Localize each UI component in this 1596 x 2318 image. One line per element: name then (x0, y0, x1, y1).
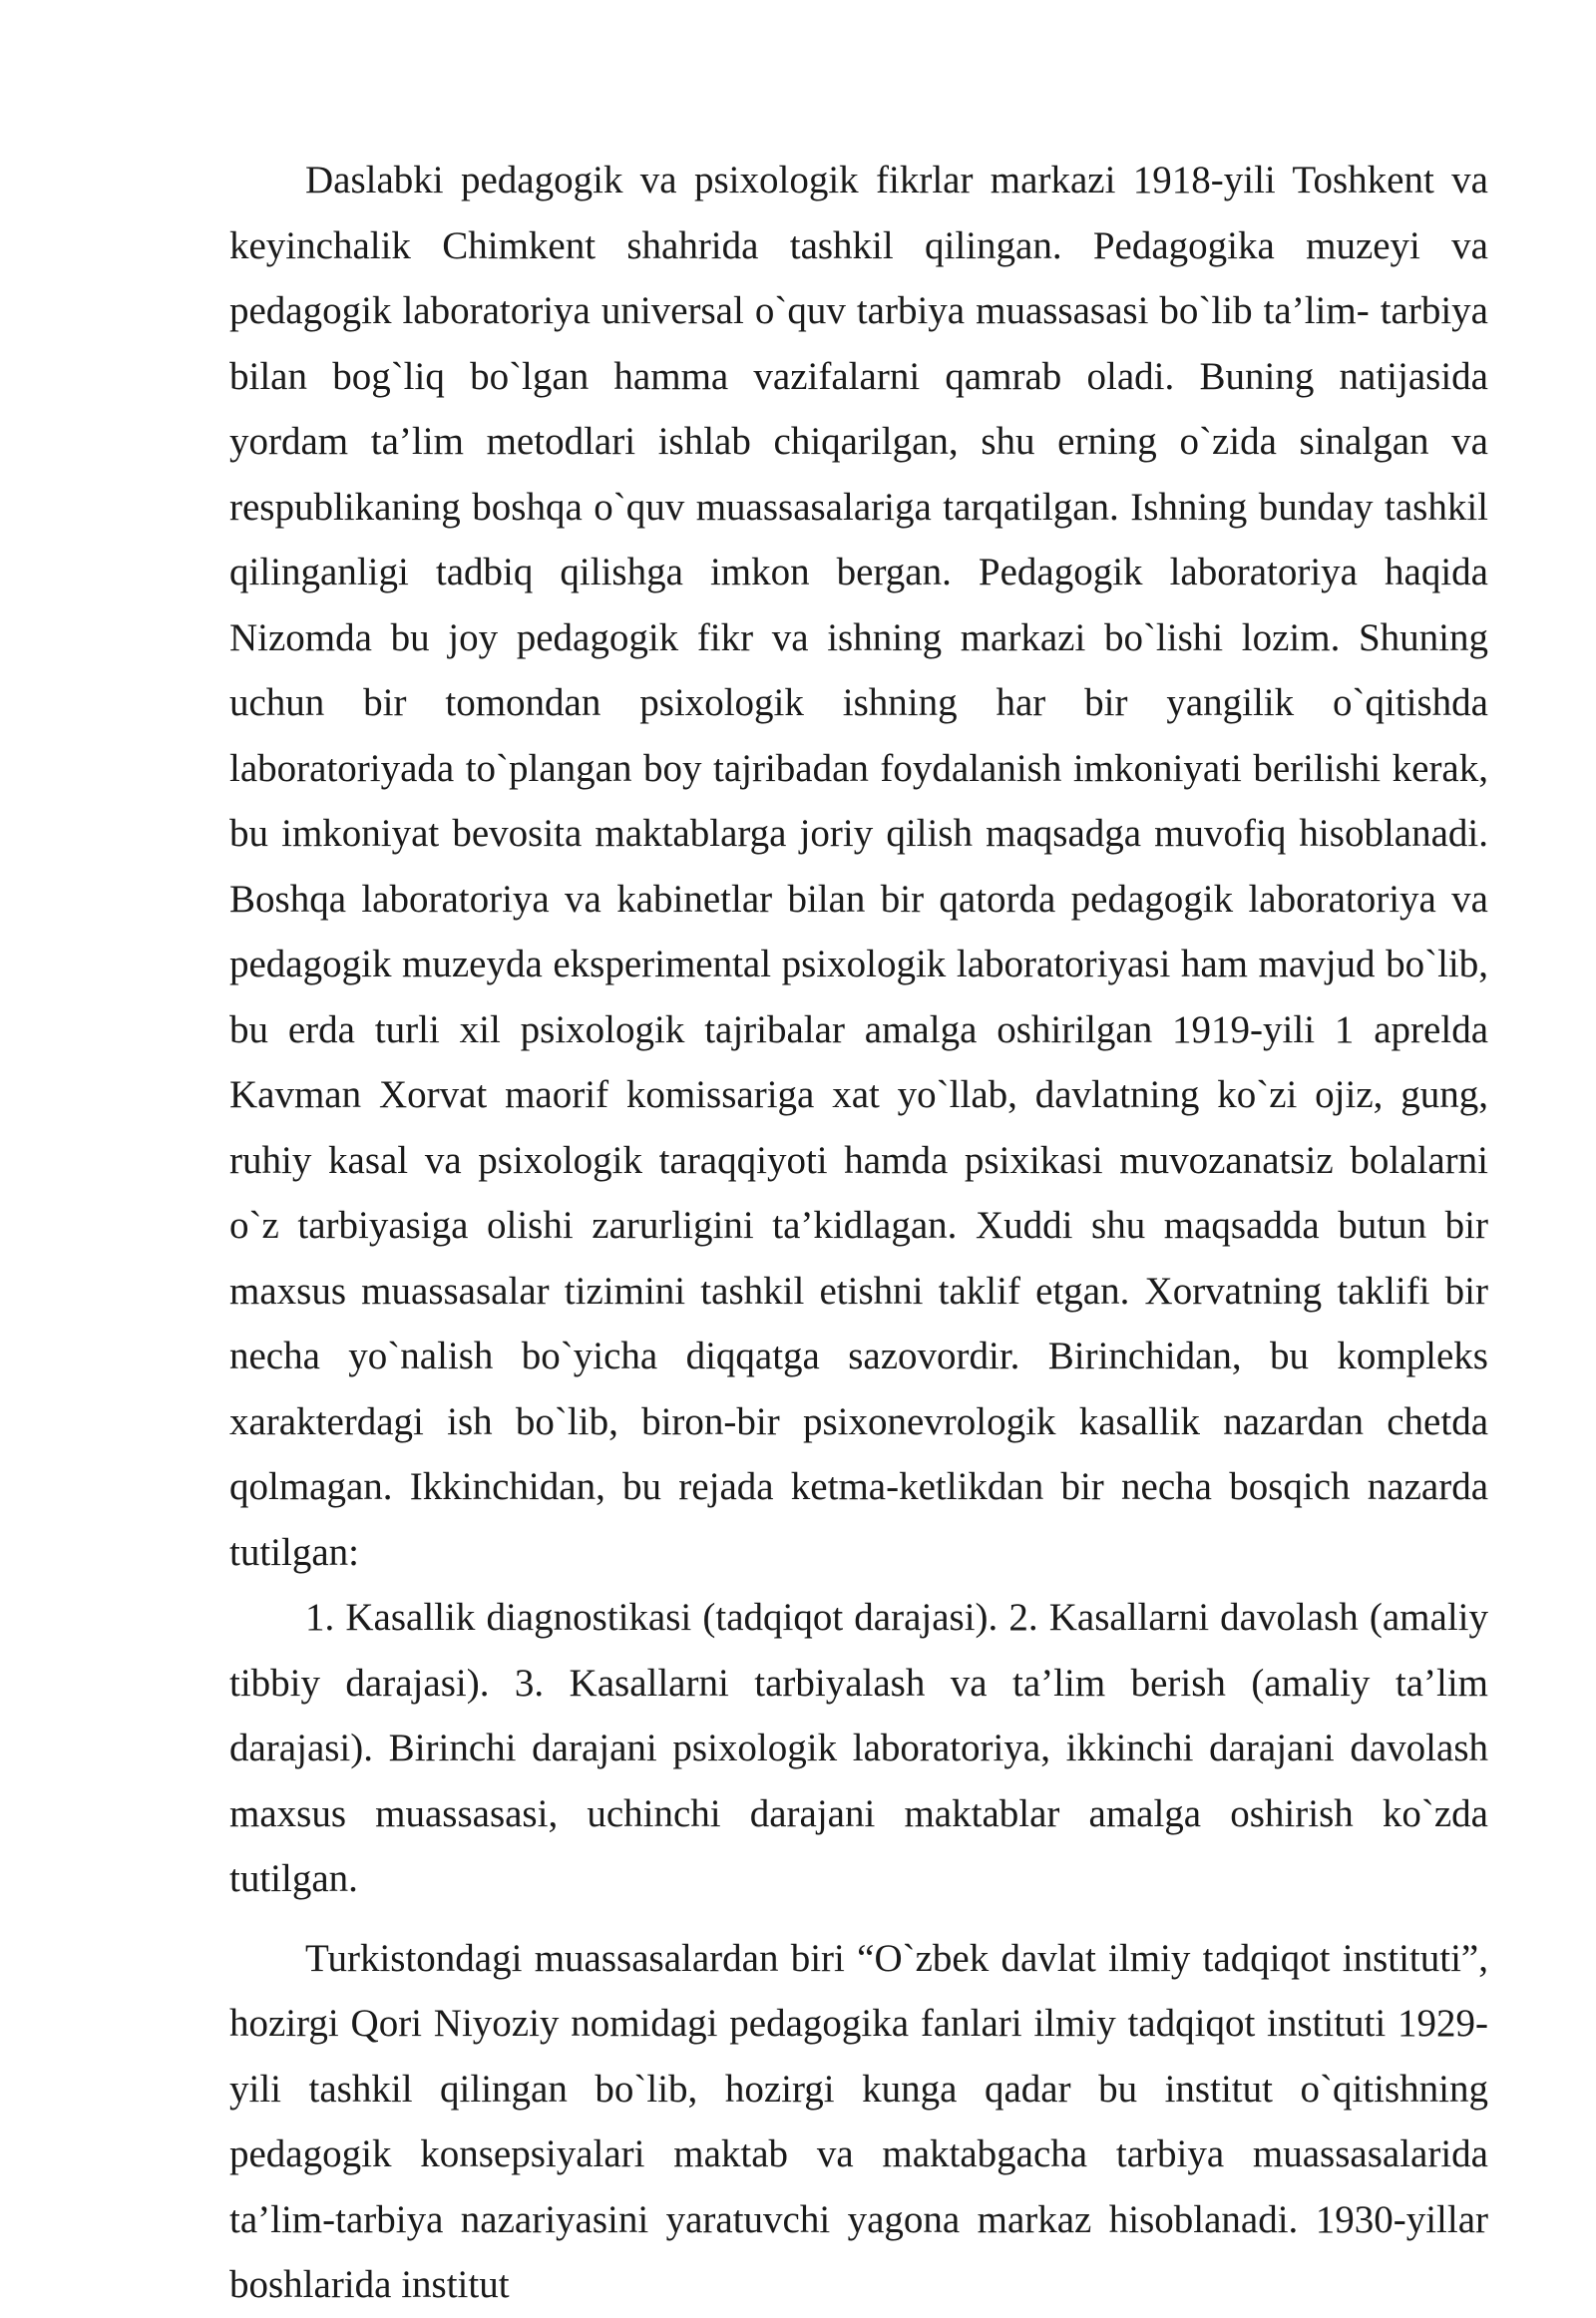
paragraph-1: Daslabki pedagogik va psixologik fikrlar markazi 1918-yili Toshkent va keyinchalik Chimkent shahrida tashkil qilingan. Pedagogika muzeyi va pedagogik laboratoriya universal o`quv tarbiya muassasasi bo`lib ta’lim- tarbiya bilan bog`liq bo`lgan hamma vazifalarni qamrab oladi. Buning natijasida yordam ta’lim metodlari ishlab chiqarilgan, shu erning o`zida sinalgan va respublikaning boshqa o`quv muassasalariga tarqatilgan. Ishning bunday tashkil qilinganligi tadbiq qilishga imkon bergan. Pedagogik laboratoriya haqida Nizomda bu joy pedagogik fikr va ishning markazi bo`lishi lozim. Shuning uchun bir tomondan psixologik ishning har bir yangilik o`qitishda laboratoriyada to`plangan boy tajribadan foydalanish imkoniyati berilishi kerak, bu imkoniyat bevosita maktablarga joriy qilish maqsadga muvofiq hisoblanadi. Boshqa laboratoriya va kabinetlar bilan bir qatorda pedagogik laboratoriya va pedagogik muzeyda eksperimental psixologik laboratoriyasi ham mavjud bo`lib, bu erda turli xil psixologik tajribalar amalga oshirilgan 1919-yili 1 aprelda Kavman Xorvat maorif komissariga xat yo`llab, davlatning ko`zi ojiz, gung, ruhiy kasal va psixologik taraqqiyoti hamda psixikasi muvozanatsiz bolalarni o`z tarbiyasiga olishi zarurligini ta’kidlagan. Xuddi shu maqsadda butun bir maxsus muassasalar tizimini tashkil etishni taklif etgan. Xorvatning taklifi bir necha yo`nalish bo`yicha diqqatga sazovordir. Birinchidan, bu kompleks xarakterdagi ish bo`lib, biron-bir psixonevrologik kasallik nazardan chetda qolmagan. Ikkinchidan, bu rejada ketma-ketlikdan bir necha bosqich nazarda tutilgan: (229, 159, 1488, 1574)
paragraph-2: 1. Kasallik diagnostikasi (tadqiqot darajasi). 2. Kasallarni davolash (amaliy tibbiy darajasi). 3. Kasallarni tarbiyalash va ta’lim berish (amaliy ta’lim darajasi). Birinchi darajani psixologik laboratoriya, ikkinchi darajani davolash maxsus muassasasi, uchinchi darajani maktablar amalga oshirish ko`zda tutilgan. (229, 1596, 1488, 1900)
document-body (229, 148, 1488, 2318)
paragraph-3: Turkistondagi muassasalardan biri “O`zbek davlat ilmiy tadqiqot instituti”, hozirgi Qori Niyoziy nomidagi pedagogika fanlari ilmiy tadqiqot instituti 1929-yili tashkil qilingan bo`lib, hozirgi kunga qadar bu institut o`qitishning pedagogik konsepsiyalari maktab va maktabgacha tarbiya muassasalarida ta’lim-tarbiya nazariyasini yaratuvchi yagona markaz hisoblanadi. 1930-yillar boshlarida institut (229, 1936, 1488, 2306)
